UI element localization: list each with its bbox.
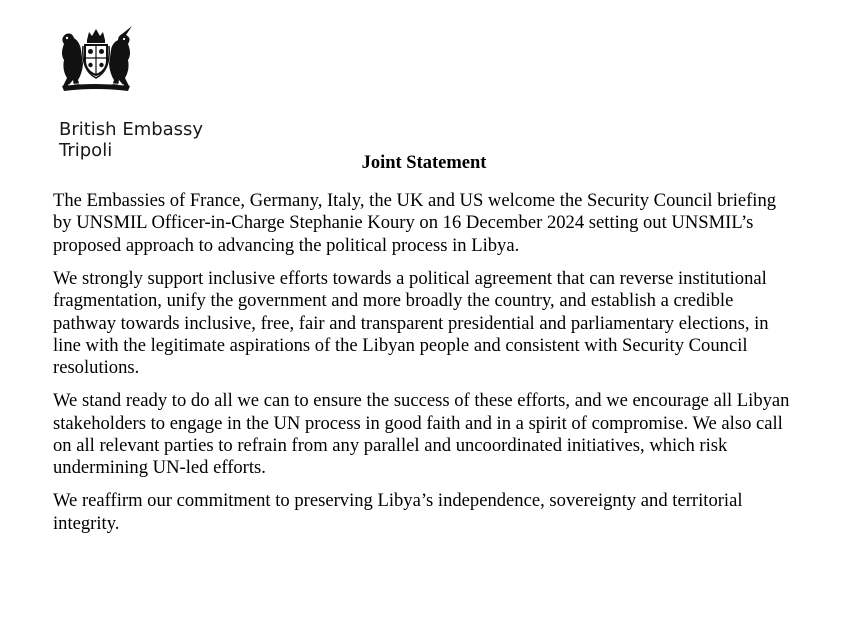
paragraph-4: We reaffirm our commitment to preserving Libya’s independence, sovereignty and territorial integrity. [53, 490, 743, 534]
paragraph-1: The Embassies of France, Germany, Italy, the UK and US welcome the Security Council briefing by UNSMIL Officer-in-Charge Stephanie Koury on 16 December 2024 setting out UNSMIL’s proposed approach to advancing the political process in Libya. [53, 190, 777, 256]
document-title: Joint Statement [361, 153, 487, 173]
embassy-name: British Embassy [59, 119, 204, 140]
paragraph-3: We stand ready to do all we can to ensure the success of these efforts, and we encourage all Libyan stakeholders to engage in the UN process in good faith and in a spirit of compromise. We also call on all relevant parties to refrain from any parallel and uncoordinated initiatives, which risk undermining UN-led efforts. [53, 390, 790, 479]
paragraph-2: We strongly support inclusive efforts towards a political agreement that can reverse institutional fragmentation, unify the government and more broadly the country, and establish a credible pathway towards inclusive, free, fair and transparent presidential and parliamentary elections, in line with the legitimate aspirations of the Libyan people and consistent with Security Council resolutions. [53, 267, 769, 379]
statement-body [53, 190, 798, 546]
royal-coat-of-arms-icon [56, 26, 136, 92]
embassy-city: Tripoli [59, 140, 113, 161]
